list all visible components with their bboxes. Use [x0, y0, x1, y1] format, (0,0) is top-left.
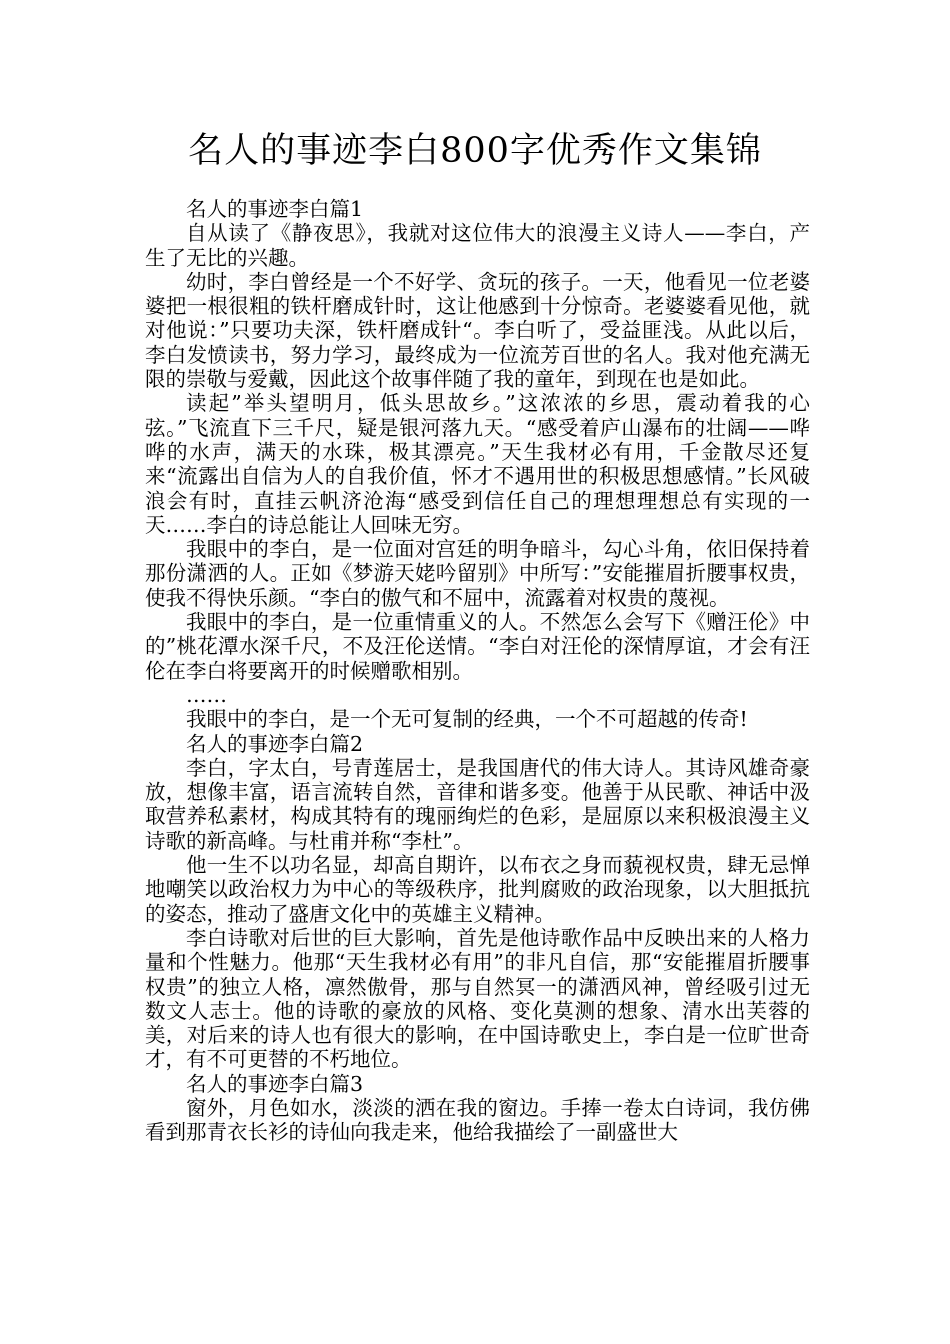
paragraph: 我眼中的李白，是一位面对宫廷的明争暗斗，勾心斗角，依旧保持着那份潇洒的人。正如《梦游天姥吟留别》中所写：”安能摧眉折腰事权贵，使我不得快乐颜。“李白的傲气和不屈中，流露着对权贵的蔑视。: [145, 537, 810, 610]
document-body: [145, 197, 810, 1145]
paragraph: 自从读了《静夜思》，我就对这位伟大的浪漫主义诗人——李白，产生了无比的兴趣。: [145, 221, 810, 270]
paragraph: 读起”举头望明月，低头思故乡。”这浓浓的乡思，震动着我的心弦。”飞流直下三千尺，疑是银河落九天。“感受着庐山瀑布的壮阔——哗哗的水声，满天的水珠，极其漂亮。”天生我材必有用，千金散尽还复来“流露出自信为人的自我价值，怀才不遇用世的积极思想感情。”长风破浪会有时，直挂云帆济沧海“感受到信任自己的理想理想总有实现的一天……李白的诗总能让人回味无穷。: [145, 391, 810, 537]
section-heading: 名人的事迹李白篇1: [186, 197, 364, 221]
section-heading: 名人的事迹李白篇2: [186, 731, 364, 756]
paragraph: 我眼中的李白，是一个无可复制的经典，一个不可超越的传奇!: [186, 707, 748, 732]
document-title: 名人的事迹李白800字优秀作文集锦: [188, 131, 762, 171]
ellipsis-line: ……: [186, 682, 227, 707]
section-heading: 名人的事迹李白篇3: [186, 1071, 364, 1096]
paragraph: 李白诗歌对后世的巨大影响，首先是他诗歌作品中反映出来的人格力量和个性魅力。他那“天生我材必有用”的非凡自信，那“安能摧眉折腰事权贵”的独立人格，凛然傲骨，那与自然冥一的潇洒风神，曾经吸引过无数文人志士。他的诗歌的豪放的风格、变化莫测的想象、清水出芙蓉的美，对后来的诗人也有很大的影响，在中国诗歌史上，李白是一位旷世奇才，有不可更替的不朽地位。: [145, 925, 810, 1072]
paragraph: 李白，字太白，号青莲居士，是我国唐代的伟大诗人。其诗风雄奇豪放，想像丰富，语言流转自然，音律和谐多变。他善于从民歌、神话中汲取营养私素材，构成其特有的瑰丽绚烂的色彩，是屈原以来积极浪漫主义诗歌的新高峰。与杜甫并称“李杜”。: [145, 755, 810, 853]
paragraph: 幼时，李白曾经是一个不好学、贪玩的孩子。一天，他看见一位老婆婆把一根很粗的铁杆磨成针时，这让他感到十分惊奇。老婆婆看见他，就对他说：”只要功夫深，铁杆磨成针“。李白听了，受益匪浅。从此以后，李白发愤读书，努力学习，最终成为一位流芳百世的名人。我对他充满无限的崇敬与爱戴，因此这个故事伴随了我的童年，到现在也是如此。: [145, 269, 810, 392]
paragraph: 他一生不以功名显，却高自期许，以布衣之身而藐视权贵，肆无忌惮地嘲笑以政治权力为中心的等级秩序，批判腐败的政治现象，以大胆抵抗的姿态，推动了盛唐文化中的英雄主义精神。: [145, 853, 810, 926]
paragraph: 窗外，月色如水，淡淡的洒在我的窗边。手捧一卷太白诗词，我仿佛看到那青衣长衫的诗仙向我走来，他给我描绘了一副盛世大: [145, 1095, 810, 1145]
paragraph: 我眼中的李白，是一位重情重义的人。不然怎么会写下《赠汪伦》中的”桃花潭水深千尺，不及汪伦送情。“李白对汪伦的深情厚谊，才会有汪伦在李白将要离开的时候赠歌相别。: [145, 610, 810, 683]
